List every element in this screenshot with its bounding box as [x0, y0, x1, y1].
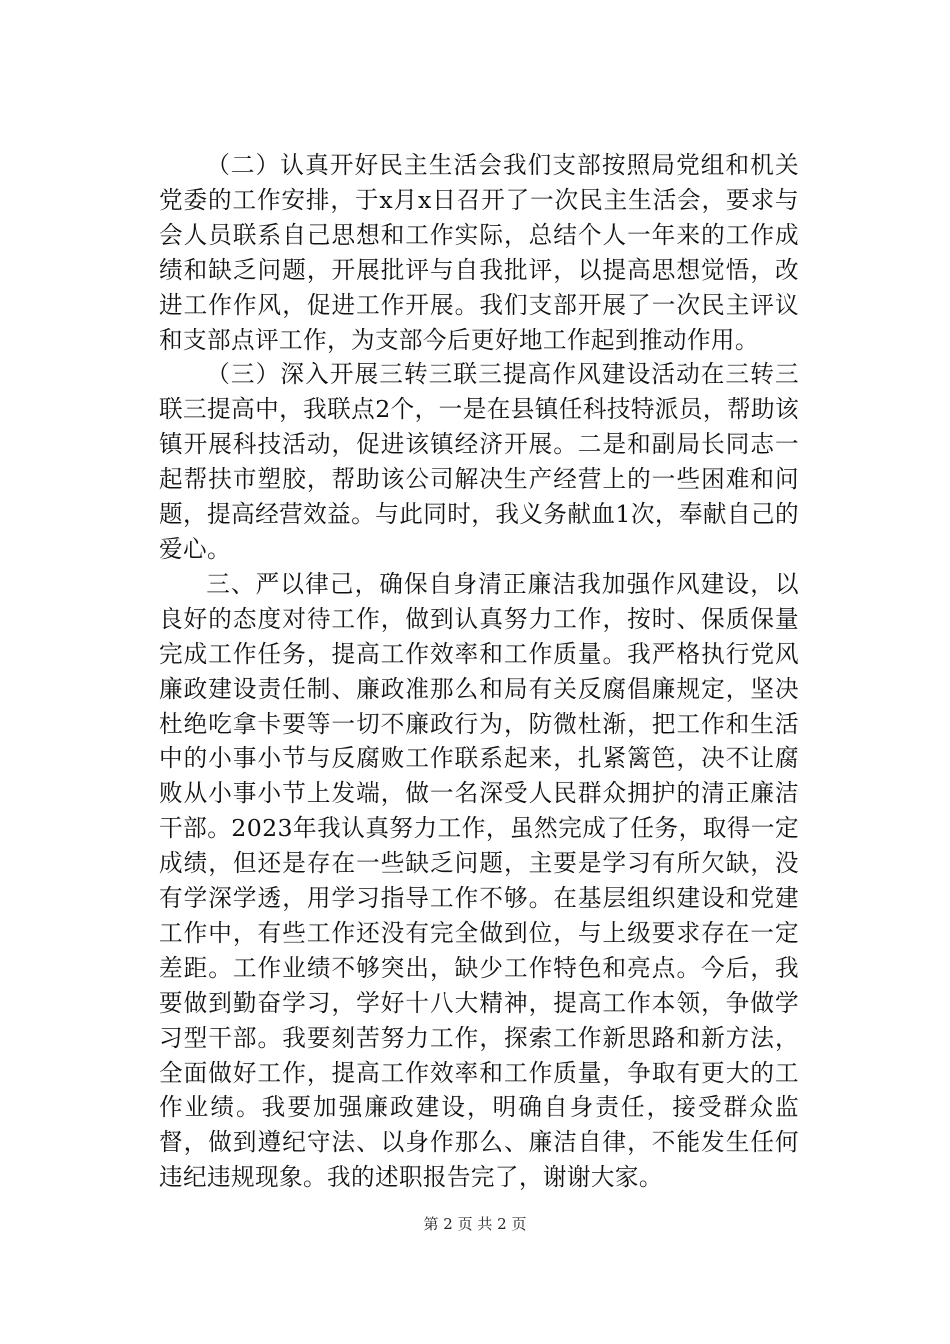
paragraph-work-style-campaign: （三）深入开展三转三联三提高作风建设活动在三转三联三提高中，我联点2个，一是在县镇任科技特派员，帮助该镇开展科技活动，促进该镇经济开展。二是和副局长同志一起帮扶市塑胶，帮助该公司解决生产经营上的一些困难和问题，提高经营效益。与此同时，我义务献血1次，奉献自己的爱心。	[159, 360, 799, 563]
document-body	[159, 148, 799, 1195]
paragraph-democratic-life-meeting: （二）认真开好民主生活会我们支部按照局党组和机关党委的工作安排，于x月x日召开了一次民主生活会，要求与会人员联系自己思想和工作实际，总结个人一年来的工作成绩和缺乏问题，开展批评与自我批评，以提高思想觉悟，改进工作作风，促进工作开展。我们支部开展了一次民主评议和支部点评工作，为支部今后更好地工作起到推动作用。	[159, 151, 799, 354]
page-number-footer: 第 2 页 共 2 页	[423, 1215, 527, 1233]
paragraph-self-discipline: 三、严以律己，确保自身清正廉洁我加强作风建设，以良好的态度对待工作，做到认真努力工作，按时、保质保量完成工作任务，提高工作效率和工作质量。我严格执行党风廉政建设责任制、廉政准那么和局有关反腐倡廉规定，坚决杜绝吃拿卡要等一切不廉政行为，防微杜渐，把工作和生活中的小事小节与反腐败工作联系起来，扎紧篱笆，决不让腐败从小事小节上发端，做一名深受人民群众拥护的清正廉洁干部。2023年我认真努力工作，虽然完成了任务，取得一定成绩，但还是存在一些缺乏问题，主要是学习有所欠缺，没有学深学透，用学习指导工作不够。在基层组织建设和党建工作中，有些工作还没有完全做到位，与上级要求存在一定差距。工作业绩不够突出，缺少工作特色和亮点。今后，我要做到勤奋学习，学好十八大精神，提高工作本领，争做学习型干部。我要刻苦努力工作，探索工作新思路和新方法，全面做好工作，提高工作效率和工作质量，争取有更大的工作业绩。我要加强廉政建设，明确自身责任，接受群众监督，做到遵纪守法、以身作那么、廉洁自律，不能发生任何违纪违规现象。我的述职报告完了，谢谢大家。	[159, 569, 799, 1192]
